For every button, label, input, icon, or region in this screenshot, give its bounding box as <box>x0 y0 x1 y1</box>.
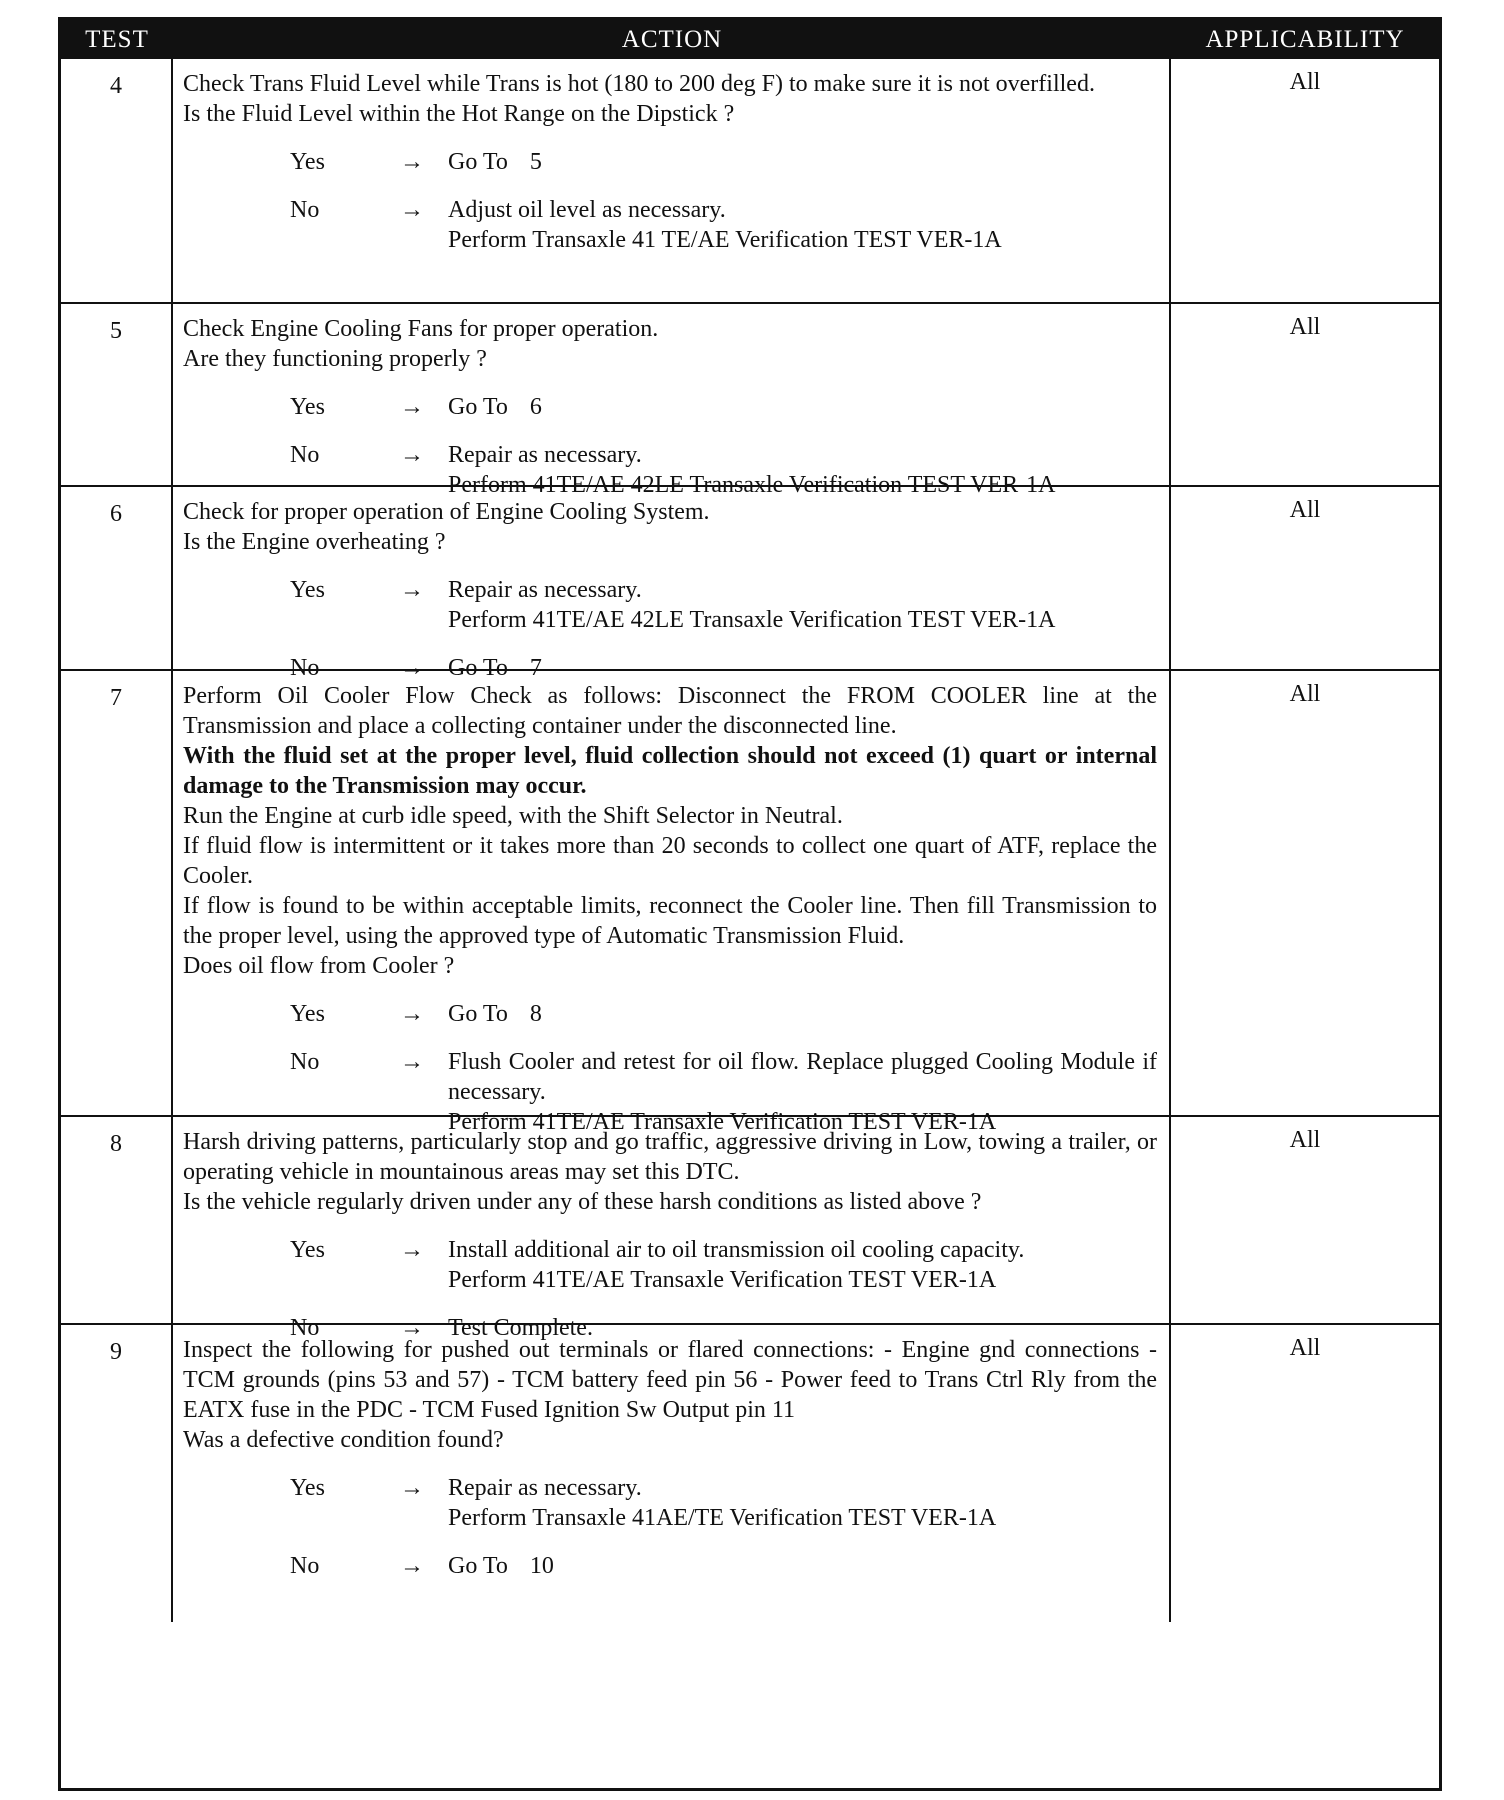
action-text: Is the vehicle regularly driven under any of these harsh conditions as listed above ? <box>183 1189 982 1215</box>
result-text: Perform 41TE/AE Transaxle Verification TEST VER-1A <box>448 1109 997 1135</box>
result-text: Repair as necessary. <box>448 577 642 603</box>
no-label: No <box>290 1049 320 1075</box>
applicability-value: All <box>1289 314 1321 340</box>
test-number: 5 <box>61 304 173 485</box>
result-text: Go To <box>448 394 508 420</box>
no-result <box>448 195 1157 255</box>
no-result <box>448 1551 1157 1581</box>
action-cell <box>173 1325 1171 1622</box>
action-text: Check Trans Fluid Level while Trans is hot (180 to 200 deg F) to make sure it is not overfilled. <box>183 71 1095 97</box>
no-label: No <box>290 442 320 468</box>
action-text: Is the Engine overheating ? <box>183 529 446 555</box>
yes-branch <box>183 147 1157 177</box>
action-text: Is the Fluid Level within the Hot Range on the Dipstick ? <box>183 101 735 127</box>
yes-branch <box>183 999 1157 1029</box>
table-header <box>61 20 1439 59</box>
table-row <box>61 1323 1439 1622</box>
header-applicability: APPLICABILITY <box>1205 25 1405 53</box>
arrow-right-icon: → <box>400 1475 424 1501</box>
no-label: No <box>290 197 320 223</box>
result-text: Repair as necessary. <box>448 442 642 468</box>
yes-label: Yes <box>290 1001 325 1027</box>
result-line <box>448 392 1157 422</box>
goto-target: 10 <box>529 1553 554 1579</box>
result-text: Flush Cooler and retest for oil flow. Replace plugged Cooling Module if necessary. <box>448 1049 1157 1105</box>
applicability-value: All <box>1289 1127 1321 1153</box>
table-row <box>61 669 1439 1135</box>
result-line <box>448 1473 1157 1503</box>
arrow-right-icon: → <box>400 442 424 468</box>
action-text: With the fluid set at the proper level, fluid collection should not exceed (1) quart or internal damage to the Transmission may occur. <box>183 743 1157 799</box>
result-text: Go To <box>448 1001 508 1027</box>
action-text: Check Engine Cooling Fans for proper operation. <box>183 316 659 342</box>
arrow-right-icon: → <box>400 1049 424 1075</box>
goto-target: 7 <box>529 655 542 681</box>
action-cell <box>173 671 1171 1135</box>
yes-label: Yes <box>290 577 325 603</box>
result-text: Perform 41TE/AE 42LE Transaxle Verification TEST VER-1A <box>448 472 1056 498</box>
result-text: Perform 41TE/AE Transaxle Verification TEST VER-1A <box>448 1267 997 1293</box>
yes-result <box>448 575 1157 635</box>
action-cell <box>173 59 1171 302</box>
goto-target: 8 <box>529 1001 542 1027</box>
arrow-right-icon: → <box>400 197 424 223</box>
table-row <box>61 59 1439 302</box>
arrow-right-icon: → <box>400 1001 424 1027</box>
result-text: Install additional air to oil transmission oil cooling capacity. <box>448 1237 1025 1263</box>
yes-result <box>448 999 1157 1029</box>
result-line <box>448 605 1157 635</box>
table-row <box>61 302 1439 498</box>
test-number: 4 <box>61 59 173 302</box>
action-text: Does oil flow from Cooler ? <box>183 953 455 979</box>
action-text: Perform Oil Cooler Flow Check as follows: Disconnect the FROM COOLER line at the Transmission and place a collecting container under the disconnected line. <box>183 683 1157 739</box>
yes-result <box>448 147 1157 177</box>
action-text: Inspect the following for pushed out terminals or flared connections: - Engine gnd connections - TCM grounds (pins 53 and 57) - TCM battery feed pin 56 - Power feed to Trans Ctrl Rly from the EATX fuse in the PDC - TCM Fused Ignition Sw Output pin 11 <box>183 1337 1157 1423</box>
yes-label: Yes <box>290 1475 325 1501</box>
result-line <box>448 999 1157 1029</box>
table-row <box>61 1115 1439 1341</box>
header-action: ACTION <box>621 25 723 53</box>
no-branch <box>183 1551 1157 1581</box>
yes-result <box>448 1235 1157 1295</box>
result-text: Perform 41TE/AE 42LE Transaxle Verification TEST VER-1A <box>448 607 1056 633</box>
yes-branch <box>183 1235 1157 1295</box>
result-line <box>448 1503 1157 1533</box>
action-text: Are they functioning properly ? <box>183 346 487 372</box>
applicability-value: All <box>1289 1335 1321 1361</box>
test-number: 7 <box>61 671 173 1115</box>
arrow-right-icon: → <box>400 577 424 603</box>
arrow-right-icon: → <box>400 1553 424 1579</box>
action-text: Harsh driving patterns, particularly stop and go traffic, aggressive driving in Low, towing a trailer, or operating vehicle in mountainous areas may set this DTC. <box>183 1129 1157 1185</box>
goto-target: 6 <box>529 394 542 420</box>
yes-result <box>448 392 1157 422</box>
action-text: Was a defective condition found? <box>183 1427 504 1453</box>
applicability-value: All <box>1289 69 1321 95</box>
action-text: Run the Engine at curb idle speed, with the Shift Selector in Neutral. <box>183 803 843 829</box>
action-text: Check for proper operation of Engine Cooling System. <box>183 499 710 525</box>
yes-branch <box>183 575 1157 635</box>
test-number: 6 <box>61 487 173 669</box>
result-line <box>448 440 1157 470</box>
applicability-value: All <box>1289 681 1321 707</box>
arrow-right-icon: → <box>400 655 424 681</box>
no-label: No <box>290 1315 320 1341</box>
result-line <box>448 1551 1157 1581</box>
diagnostic-table <box>58 17 1442 1791</box>
arrow-right-icon: → <box>400 1315 424 1341</box>
yes-branch <box>183 1473 1157 1533</box>
test-number: 9 <box>61 1325 173 1622</box>
result-line <box>448 1265 1157 1295</box>
yes-result <box>448 1473 1157 1533</box>
yes-label: Yes <box>290 149 325 175</box>
header-test: TEST <box>85 25 149 53</box>
arrow-right-icon: → <box>400 1237 424 1263</box>
result-text: Go To <box>448 149 508 175</box>
table-row <box>61 485 1439 681</box>
test-number: 8 <box>61 1117 173 1323</box>
action-text: If fluid flow is intermittent or it takes more than 20 seconds to collect one quart of ATF, replace the Cooler. <box>183 833 1157 889</box>
table-body <box>61 59 1439 1622</box>
result-text: Adjust oil level as necessary. <box>448 197 726 223</box>
yes-label: Yes <box>290 1237 325 1263</box>
result-text: Perform Transaxle 41AE/TE Verification TEST VER-1A <box>448 1505 997 1531</box>
yes-branch <box>183 392 1157 422</box>
arrow-right-icon: → <box>400 394 424 420</box>
goto-target: 5 <box>529 149 542 175</box>
result-text: Go To <box>448 1553 508 1579</box>
yes-label: Yes <box>290 394 325 420</box>
result-line <box>448 1047 1157 1107</box>
result-text: Go To <box>448 655 508 681</box>
action-cell <box>173 1117 1171 1341</box>
result-text: Repair as necessary. <box>448 1475 642 1501</box>
applicability-value: All <box>1289 497 1321 523</box>
arrow-right-icon: → <box>400 149 424 175</box>
result-line <box>448 195 1157 225</box>
action-cell <box>173 487 1171 681</box>
no-label: No <box>290 655 320 681</box>
result-text: Perform Transaxle 41 TE/AE Verification TEST VER-1A <box>448 227 1002 253</box>
result-line <box>448 147 1157 177</box>
no-label: No <box>290 1553 320 1579</box>
result-line <box>448 1235 1157 1265</box>
action-text: If flow is found to be within acceptable limits, reconnect the Cooler line. Then fill Transmission to the proper level, using the approved type of Automatic Transmission Fluid. <box>183 893 1157 949</box>
result-line <box>448 225 1157 255</box>
result-line <box>448 575 1157 605</box>
action-cell <box>173 304 1171 498</box>
no-branch <box>183 195 1157 255</box>
result-text: Test Complete. <box>448 1315 593 1341</box>
